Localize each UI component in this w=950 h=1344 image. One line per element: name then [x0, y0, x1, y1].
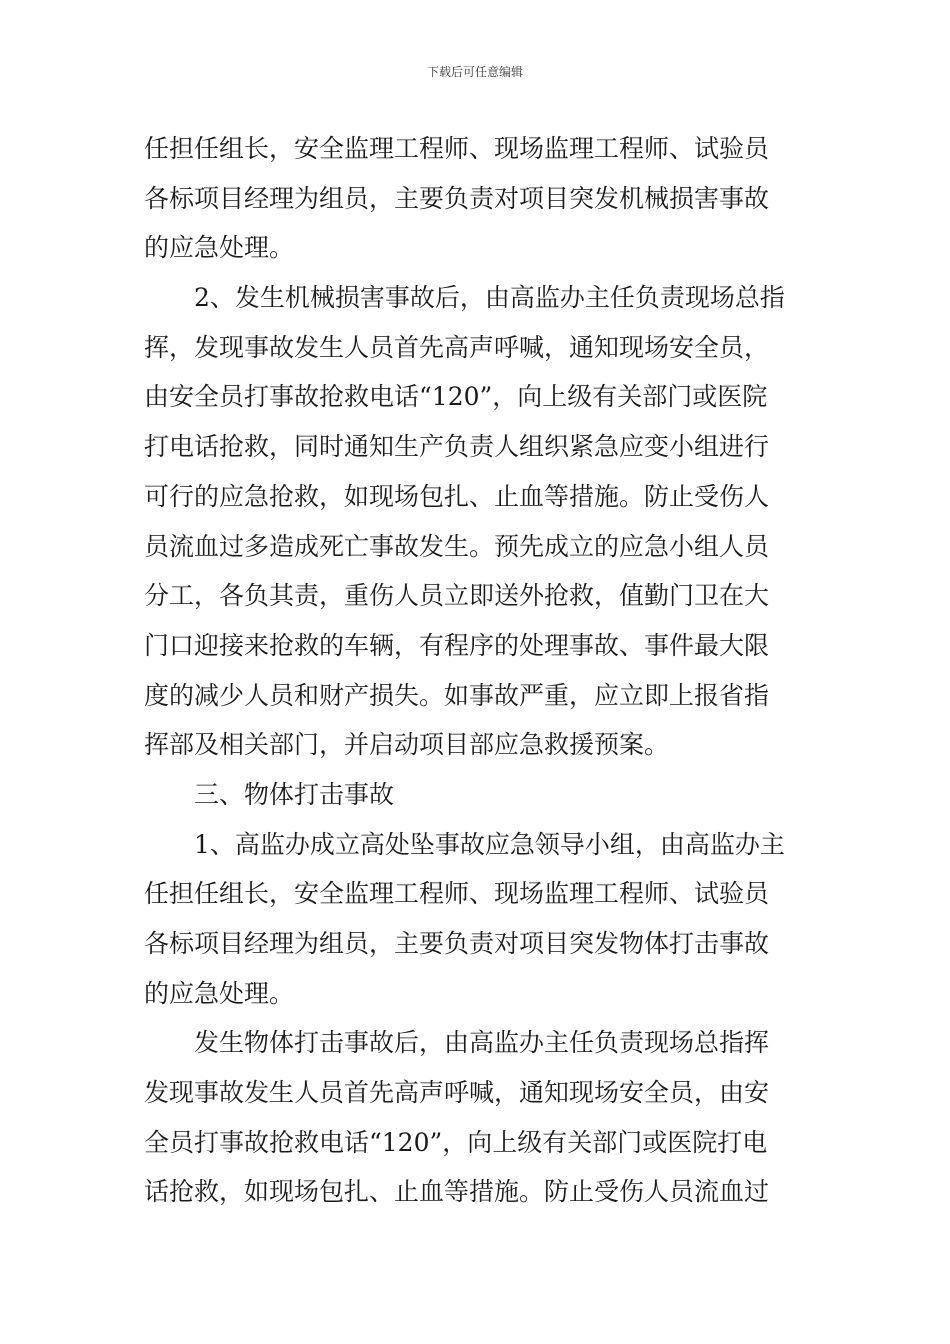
text-line: 挥，发现事故发生人员首先高声呼喊，通知现场安全员，: [144, 332, 770, 362]
text-line: 门口迎接来抢救的车辆，有程序的处理事故、事件最大限: [144, 630, 770, 660]
text-line: 任担任组长，安全监理工程师、现场监理工程师、试验员: [144, 879, 770, 909]
text-line: 各标项目经理为组员，主要负责对项目突发机械损害事故: [144, 183, 770, 213]
text-line: 的应急处理。: [144, 978, 295, 1008]
text-line: 度的减少人员和财产损失。如事故严重，应立即上报省指: [144, 680, 770, 710]
document-body: [144, 124, 808, 1217]
text-line: 由安全员打事故抢救电话“120”，向上级有关部门或医院: [144, 382, 768, 412]
text-line: 的应急处理。: [144, 233, 295, 263]
text-line: 任担任组长，安全监理工程师、现场监理工程师、试验员: [144, 134, 770, 163]
text-line: 各标项目经理为组员，主要负责对项目突发物体打击事故: [144, 929, 770, 958]
text-line: 发现事故发生人员首先高声呼喊，通知现场安全员，由安: [144, 1078, 770, 1108]
page-header: 下载后可任意编辑: [426, 65, 523, 79]
text-line: 员流血过多造成死亡事故发生。预先成立的应急小组人员: [144, 531, 770, 561]
text-line: 发生物体打击事故后，由高监办主任负责现场总指挥: [194, 1028, 770, 1058]
text-line: 打电话抢救，同时通知生产负责人组织紧急应变小组进行: [144, 432, 770, 462]
text-line: 可行的应急抢救，如现场包扎、止血等措施。防止受伤人: [144, 481, 770, 511]
text-line: 分工，各负其责，重伤人员立即送外抢救，值勤门卫在大: [144, 581, 770, 611]
text-line: 三、物体打击事故: [194, 779, 395, 809]
text-line: 全员打事故抢救电话“120”，向上级有关部门或医院打电: [144, 1127, 768, 1157]
text-line: 1、高监办成立高处坠事故应急领导小组，由高监办主: [194, 829, 785, 859]
text-line: 挥部及相关部门，并启动项目部应急救援预案。: [144, 730, 670, 760]
text-line: 2、发生机械损害事故后，由高监办主任负责现场总指: [194, 283, 785, 313]
text-line: 话抢救，如现场包扎、止血等措施。防止受伤人员流血过: [144, 1177, 770, 1207]
